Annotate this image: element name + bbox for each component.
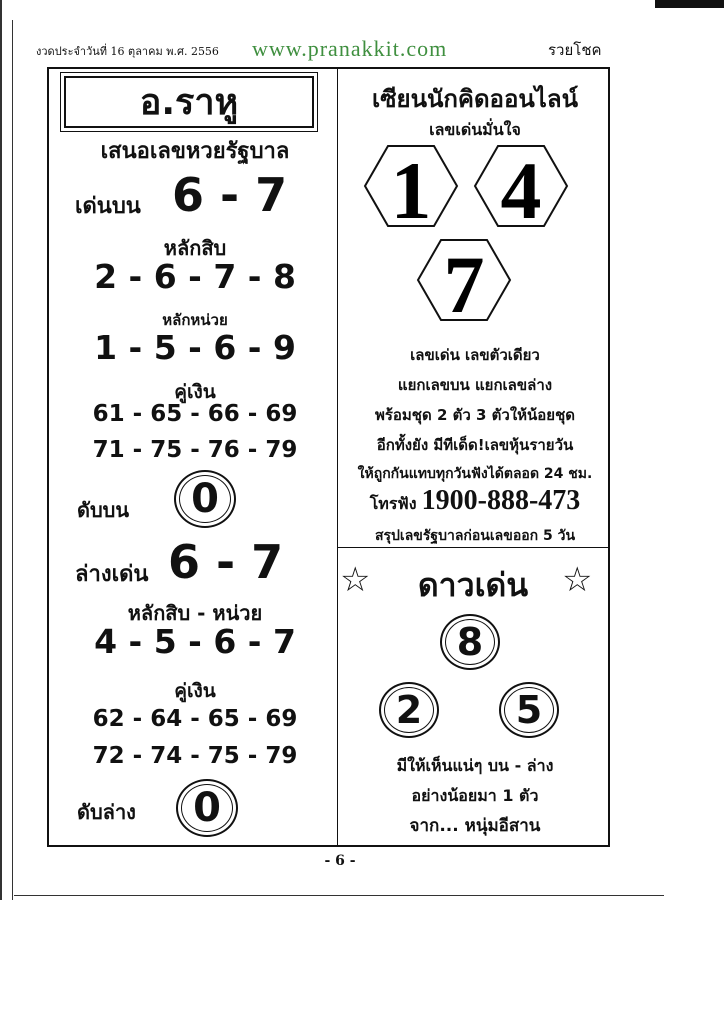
units-value: 1 - 5 - 6 - 9 xyxy=(94,328,296,367)
tens-units-label: หลักสิบ - หน่วย xyxy=(127,601,263,625)
star-number-1: 8 xyxy=(456,620,484,664)
phone-number: 1900-888-473 xyxy=(421,485,581,516)
bottom-line-1: มีให้เห็นแน่ๆ บน - ล่าง xyxy=(396,756,554,775)
star-number-circle-1 xyxy=(440,614,500,670)
left-title: อ.ราหู xyxy=(64,76,314,128)
pairs2-row-2: 72 - 74 - 75 - 79 xyxy=(92,743,298,769)
publication-name: รวยโชค xyxy=(548,41,602,59)
issue-date: งวดประจำวันที่ 16 ตุลาคม พ.ศ. 2556 xyxy=(36,45,219,58)
scan-edge-bottom xyxy=(14,895,664,896)
bottom-label: ล่างเด่น xyxy=(75,562,149,587)
site-url: www.pranakkit.com xyxy=(252,36,448,61)
hex-number-1: 1 xyxy=(390,145,432,236)
summary-line: สรุปเลขรัฐบาลก่อนเลขออก 5 วัน xyxy=(374,528,576,544)
star-number-circle-2 xyxy=(379,682,439,738)
tens-label: หลักสิบ xyxy=(163,236,227,260)
dub-bottom-value: 0 xyxy=(193,785,221,831)
info-line-3: พร้อมชุด 2 ตัว 3 ตัวให้น้อยชุด xyxy=(374,406,576,424)
hexagon-group xyxy=(340,138,610,338)
star-title: ดาวเด่น xyxy=(417,566,529,604)
scan-edge-left xyxy=(0,0,2,900)
pairs-label: คู่เงิน xyxy=(174,381,216,403)
star-icon-left: ☆ xyxy=(340,560,371,600)
right-heading: เซียนนักคิดออนไลน์ xyxy=(372,85,578,113)
tens-value: 2 - 6 - 7 - 8 xyxy=(94,257,296,296)
units-label: หลักหน่วย xyxy=(162,311,228,329)
star-icon-right: ☆ xyxy=(562,560,593,600)
tens-units-value: 4 - 5 - 6 - 7 xyxy=(94,622,296,661)
info-line-2: แยกเลขบน แยกเลขล่าง xyxy=(397,376,553,394)
scan-edge-left-inner xyxy=(12,20,13,900)
pairs2-row-1: 62 - 64 - 65 - 69 xyxy=(92,706,298,732)
column-divider xyxy=(337,67,338,847)
dub-top-circle xyxy=(174,470,236,528)
info-line-1: เลขเด่น เลขตัวเดียว xyxy=(410,346,540,364)
phone-label: โทรฟัง xyxy=(369,494,417,513)
pairs-row-1: 61 - 65 - 66 - 69 xyxy=(92,401,298,427)
dub-top-value: 0 xyxy=(191,476,219,522)
right-sub: เลขเด่นมั่นใจ xyxy=(429,120,521,139)
right-section-divider xyxy=(337,547,610,548)
pairs2-label: คู่เงิน xyxy=(174,680,216,702)
bottom-line-2: อย่างน้อยมา 1 ตัว xyxy=(411,786,539,805)
hex-number-3: 7 xyxy=(443,239,485,330)
star-number-circle-3 xyxy=(499,682,559,738)
star-number-2: 2 xyxy=(395,688,423,732)
info-line-4: อีกทั้งยัง มีทีเด็ด!เลขหุ้นรายวัน xyxy=(376,436,574,454)
left-subtitle: เสนอเลขหวยรัฐบาล xyxy=(100,139,290,164)
top-value: 6 - 7 xyxy=(172,168,288,222)
from-line: จาก... หนุ่มอีสาน xyxy=(409,816,541,836)
dub-bottom-label: ดับล่าง xyxy=(77,800,136,824)
hex-number-2: 4 xyxy=(500,145,542,236)
star-number-3: 5 xyxy=(515,688,543,732)
phone-row xyxy=(340,485,610,517)
info-line-5: ให้ถูกกันแทบทุกวันฟังได้ตลอด 24 ชม. xyxy=(357,466,593,482)
page-number: - 6 - xyxy=(324,853,356,869)
top-label: เด่นบน xyxy=(75,194,141,219)
bottom-value: 6 - 7 xyxy=(168,535,284,589)
dub-top-label: ดับบน xyxy=(77,498,130,522)
dub-bottom-circle xyxy=(176,779,238,837)
pairs-row-2: 71 - 75 - 76 - 79 xyxy=(92,437,298,463)
scan-shadow xyxy=(655,0,724,8)
